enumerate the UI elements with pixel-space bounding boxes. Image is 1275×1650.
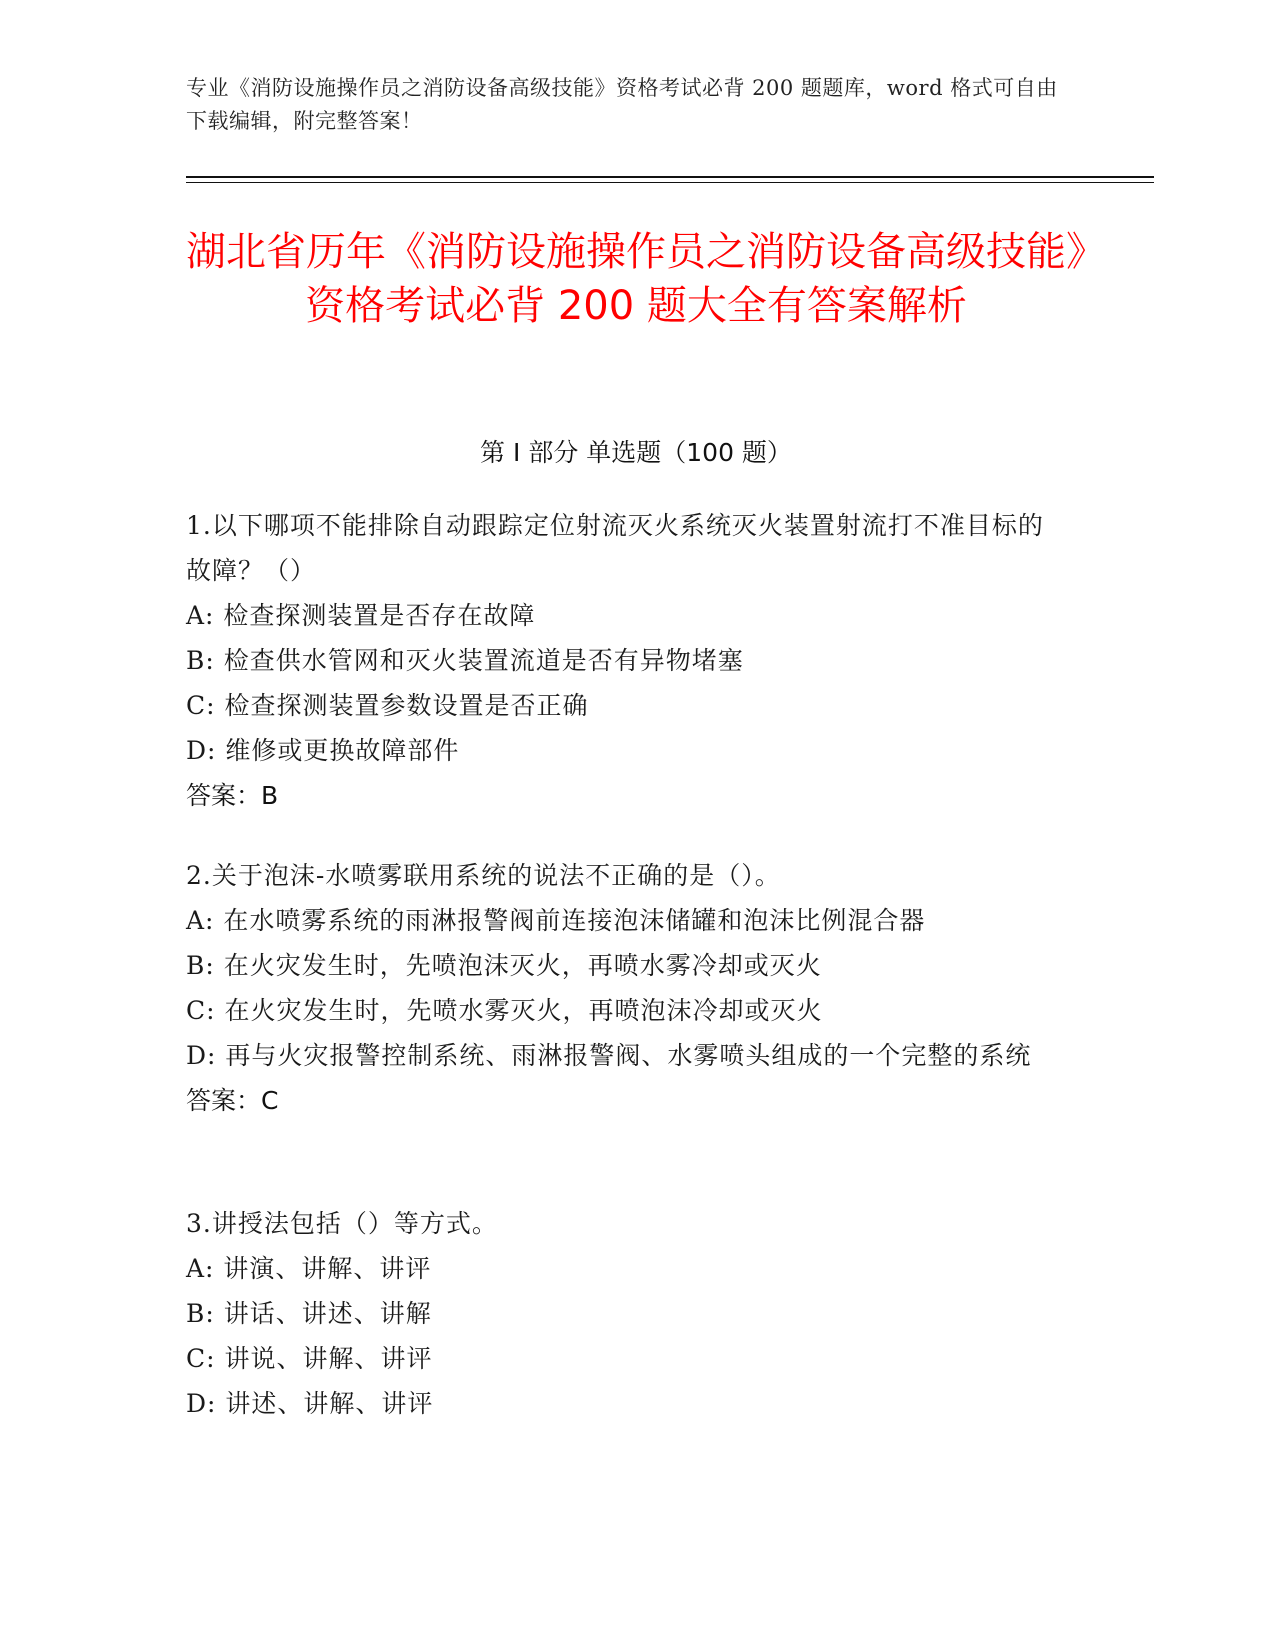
option-c: C: 检查探测装置参数设置是否正确 bbox=[186, 691, 589, 720]
question-3 bbox=[186, 1201, 1066, 1426]
section-heading: 第 I 部分 单选题（100 题） bbox=[480, 438, 792, 467]
answer: 答案：C bbox=[186, 1086, 279, 1115]
option-c: C: 在火灾发生时，先喷水雾灭火，再喷泡沫冷却或灭火 bbox=[186, 996, 823, 1025]
option-c: C: 讲说、讲解、讲评 bbox=[186, 1344, 433, 1373]
option-d: D: 再与火灾报警控制系统、雨淋报警阀、水雾喷头组成的一个完整的系统 bbox=[186, 1041, 1032, 1070]
question-text: 1.以下哪项不能排除自动跟踪定位射流灭火系统灭火装置射流打不准目标的故障？（） bbox=[186, 511, 1044, 585]
header-divider-thin bbox=[186, 182, 1154, 183]
option-b: B: 检查供水管网和灭火装置流道是否有异物堵塞 bbox=[186, 646, 744, 675]
option-a: A: 讲演、讲解、讲评 bbox=[186, 1254, 432, 1283]
option-a: A: 检查探测装置是否存在故障 bbox=[186, 601, 536, 630]
header-divider-thick bbox=[186, 176, 1154, 178]
question-text: 3.讲授法包括（）等方式。 bbox=[186, 1209, 498, 1238]
option-b: B: 在火灾发生时，先喷泡沫灭火，再喷水雾冷却或灭火 bbox=[186, 951, 822, 980]
question-text: 2.关于泡沫-水喷雾联用系统的说法不正确的是（）。 bbox=[186, 861, 781, 890]
answer: 答案：B bbox=[186, 781, 279, 810]
document-title: 湖北省历年《消防设施操作员之消防设备高级技能》资格考试必背 200 题大全有答案解析 bbox=[186, 229, 1086, 329]
option-d: D: 维修或更换故障部件 bbox=[186, 736, 460, 765]
question-1 bbox=[186, 503, 1066, 818]
option-d: D: 讲述、讲解、讲评 bbox=[186, 1389, 434, 1418]
question-2 bbox=[186, 853, 1066, 1123]
header-note: 专业《消防设施操作员之消防设备高级技能》资格考试必背 200 题题库，word 格式可自由下载编辑，附完整答案！ bbox=[186, 76, 1058, 133]
option-b: B: 讲话、讲述、讲解 bbox=[186, 1299, 432, 1328]
option-a: A: 在水喷雾系统的雨淋报警阀前连接泡沫储罐和泡沫比例混合器 bbox=[186, 906, 926, 935]
